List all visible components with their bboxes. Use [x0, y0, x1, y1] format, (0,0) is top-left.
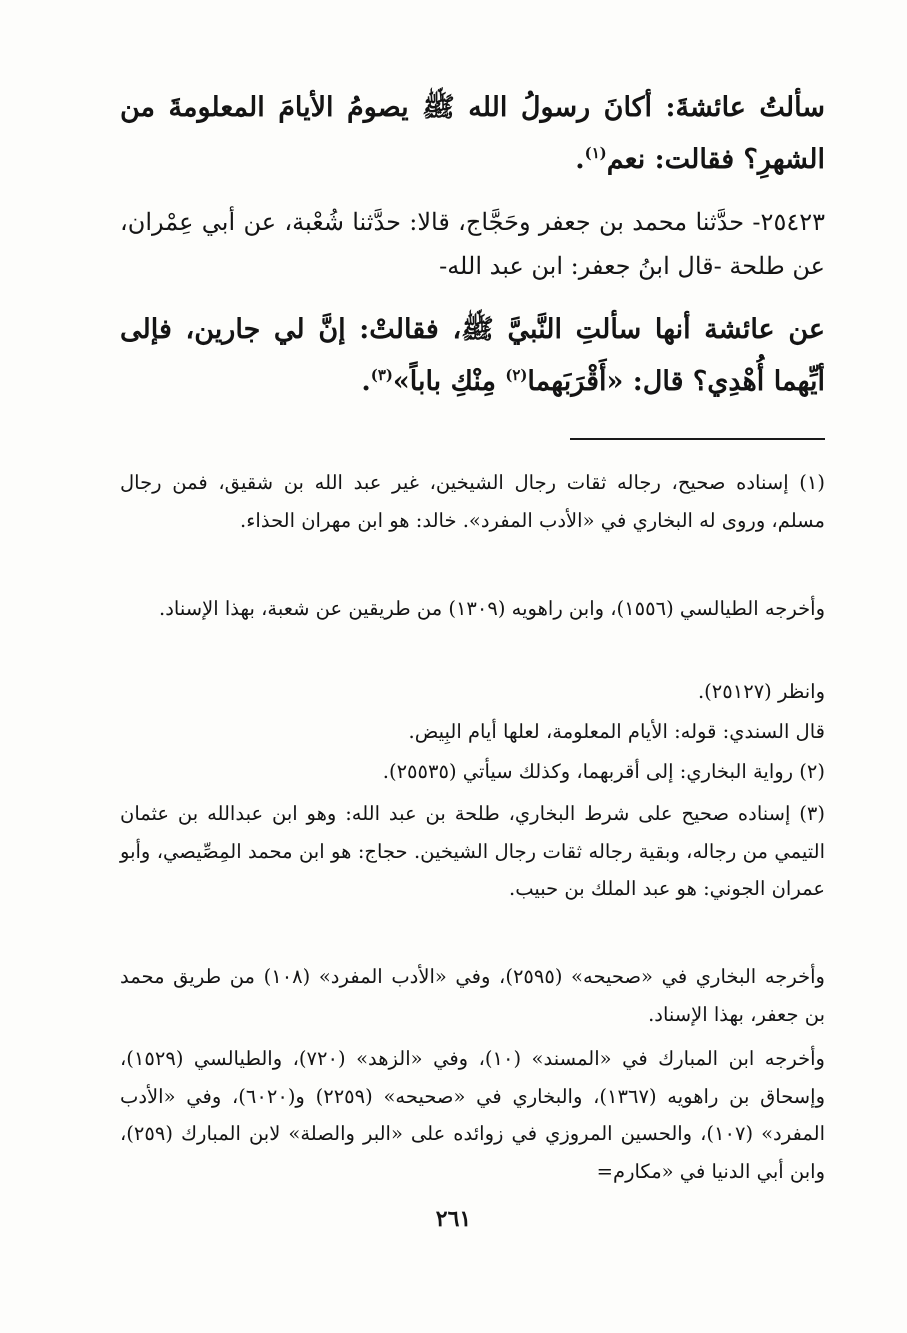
- footnote-separator: [570, 438, 825, 440]
- main-paragraph-1-end: .: [575, 144, 585, 175]
- page-number: ٢٦١: [435, 1206, 472, 1232]
- main-paragraph-1: [120, 82, 825, 186]
- footnote-1: (١) إسناده صحيح، رجاله ثقات رجال الشيخين، غير عبد الله بن شقيق، فمن رجال مسلم، وروى له البخاري في «الأدب المفرد». خالد: هو ابن مهران الحذاء.: [120, 471, 825, 532]
- main-paragraph-2-text-cont: مِنْكِ باباً»: [392, 366, 506, 397]
- footnote-ref-1: (١): [584, 144, 607, 162]
- footnote-1-see-also: وانظر (٢٥١٢٧).: [697, 680, 825, 703]
- footnote-ref-2: (٢): [505, 366, 528, 384]
- footnote-2: (٢) رواية البخاري: إلى أقربهما، وكذلك سيأتي (٢٥٥٣٥).: [382, 760, 825, 783]
- main-paragraph-2-end: .: [361, 366, 371, 397]
- footnote-3-more: وأخرجه ابن المبارك في «المسند» (١٠)، وفي «الزهد» (٧٢٠)، والطيالسي (١٥٢٩)، وإسحاق بن راهويه (١٣٦٧)، والبخاري في «صحيحه» (٢٢٥٩) و(٦٠٢٠)، وفي «الأدب المفرد» (١٠٧)، والحسين المروزي في زوائده على «البر والصلة» لابن المبارك (٢٥٩)، وابن أبي الدنيا في «مكارم=: [120, 1047, 825, 1183]
- footnote-1-sindi: قال السندي: قوله: الأيام المعلومة، لعلها أيام البِيض.: [408, 720, 825, 743]
- main-paragraph-2-text: عن عائشة أنها سألتِ النَّبيَّ ﷺ، فقالتْ: إنَّ لي جارين، فإلى أيِّهما أُهْدِي؟ قال: «أَقْرَبَهما: [120, 314, 825, 397]
- footnote-3-bukhari: وأخرجه البخاري في «صحيحه» (٢٥٩٥)، وفي «الأدب المفرد» (١٠٨) من طريق محمد بن جعفر، بهذا الإسناد.: [120, 965, 825, 1026]
- footnote-1-takhrij: وأخرجه الطيالسي (١٥٥٦)، وابن راهويه (١٣٠٩) من طريقين عن شعبة، بهذا الإسناد.: [159, 597, 825, 620]
- footnote-3: (٣) إسناده صحيح على شرط البخاري، طلحة بن عبد الله: وهو ابن عبدالله بن عثمان التيمي من رجاله، وبقية رجاله ثقات رجال الشيخين. حجاج: هو ابن محمد المِصِّيصي، وأبو عمران الجوني: هو عبد الملك بن حبيب.: [120, 802, 825, 900]
- main-paragraph-2: [120, 304, 825, 408]
- footnote-ref-3: (٣): [370, 366, 393, 384]
- main-paragraph-1-text: سألتُ عائشةَ: أكانَ رسولُ الله ﷺ يصومُ الأيامَ المعلومةَ من الشهرِ؟ فقالت: نعم: [120, 92, 825, 175]
- hadith-chain: ٢٥٤٢٣- حدَّثنا محمد بن جعفر وحَجَّاج، قالا: حدَّثنا شُعْبة، عن أبي عِمْران، عن طلحة -قال ابنُ جعفر: ابن عبد الله-: [120, 208, 825, 280]
